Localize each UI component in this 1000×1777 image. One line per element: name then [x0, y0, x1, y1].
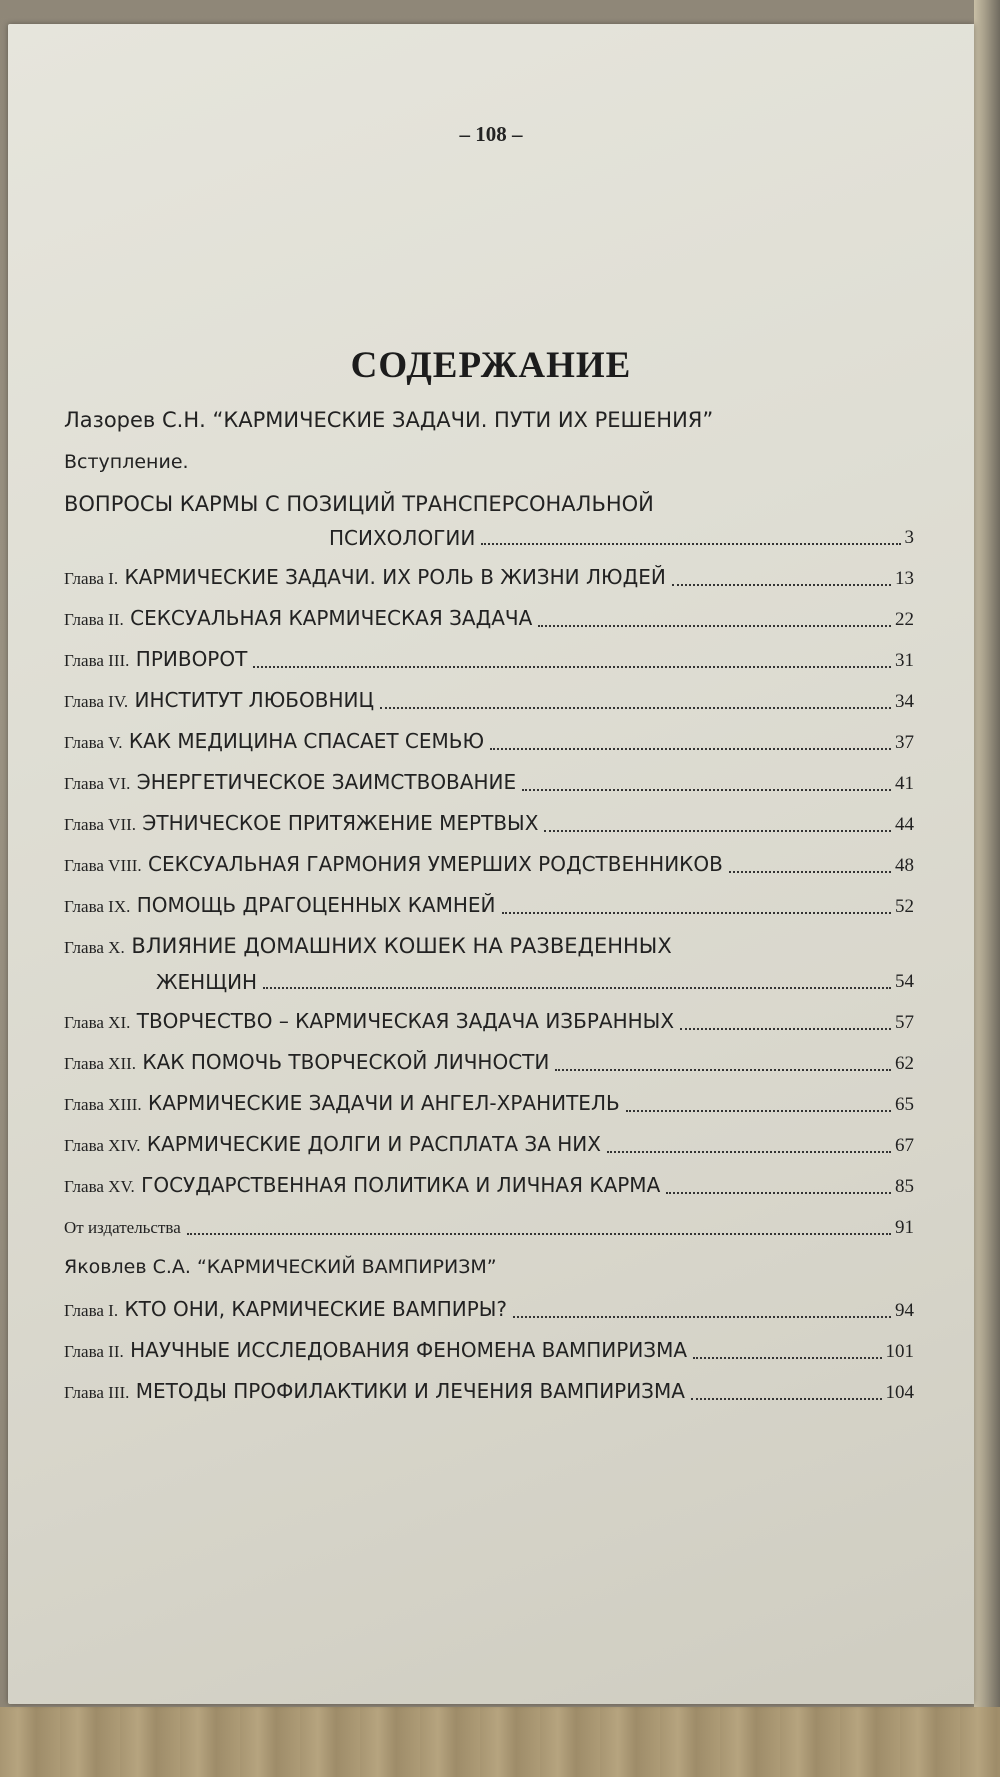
book-page	[8, 24, 974, 1704]
toc-entry-page: 37	[895, 732, 914, 753]
toc-entry	[64, 563, 914, 593]
toc-entry-label	[64, 850, 723, 880]
toc-entry-label	[64, 768, 516, 798]
leader-dots	[187, 1233, 891, 1235]
toc-entry-title: КАК ПОМОЧЬ ТВОРЧЕСКОЙ ЛИЧНОСТИ	[142, 1050, 550, 1074]
leader-dots	[513, 1316, 891, 1318]
toc-entry-page: 65	[895, 1094, 914, 1115]
toc-entry-prefix: Глава IX.	[64, 897, 131, 916]
toc-entry	[64, 1336, 914, 1366]
toc-entry	[64, 604, 914, 634]
toc-entry-title: КАРМИЧЕСКИЕ ДОЛГИ И РАСПЛАТА ЗА НИХ	[146, 1132, 601, 1156]
toc-entry-title: КАК МЕДИЦИНА СПАСАЕТ СЕМЬЮ	[128, 729, 485, 753]
leader-dots	[253, 666, 891, 668]
leader-dots	[680, 1028, 891, 1030]
toc-entry-prefix: Глава III.	[64, 651, 130, 670]
toc-entry-page: 54	[895, 971, 914, 992]
toc-entry-label	[64, 1171, 660, 1201]
toc-entry	[64, 1048, 914, 1078]
toc-entry-page: 44	[895, 814, 914, 835]
toc-entry-prefix: Глава VIII.	[64, 856, 142, 875]
toc-entry-page: 94	[895, 1300, 914, 1321]
toc-entry-prefix: От издательства	[64, 1218, 181, 1237]
toc-entry-label	[64, 1007, 674, 1037]
toc-entry	[64, 727, 914, 757]
toc-entry-prefix: Глава VI.	[64, 774, 131, 793]
toc-entry-page: 48	[895, 855, 914, 876]
toc-entry	[64, 809, 914, 839]
toc-entry-label	[64, 1295, 507, 1325]
toc-entry-prefix: Глава XII.	[64, 1054, 137, 1073]
table-surface	[0, 1707, 1000, 1777]
toc-entry-page: 67	[895, 1135, 914, 1156]
section-title-lazorev: Лазорев С.Н. “КАРМИЧЕСКИЕ ЗАДАЧИ. ПУТИ ИХ РЕШЕНИЯ”	[64, 408, 714, 432]
toc-entry-title: ГОСУДАРСТВЕННАЯ ПОЛИТИКА И ЛИЧНАЯ КАРМА	[141, 1173, 661, 1197]
leader-dots	[380, 707, 891, 709]
toc-entry	[64, 1295, 914, 1325]
leader-dots	[263, 987, 891, 989]
toc-entry-label	[64, 891, 496, 921]
leader-dots	[502, 912, 892, 914]
toc-entry	[64, 1089, 914, 1119]
toc-entry-page: 41	[895, 773, 914, 794]
leader-dots	[481, 543, 900, 545]
toc-entry-title: СЕКСУАЛЬНАЯ ГАРМОНИЯ УМЕРШИХ РОДСТВЕННИКОВ	[148, 852, 723, 876]
toc-entry-page: 34	[895, 691, 914, 712]
toc-entry-title: МЕТОДЫ ПРОФИЛАКТИКИ И ЛЕЧЕНИЯ ВАМПИРИЗМА	[135, 1379, 685, 1403]
toc-entry	[64, 850, 914, 880]
toc-entry-title: НАУЧНЫЕ ИССЛЕДОВАНИЯ ФЕНОМЕНА ВАМПИРИЗМА	[130, 1338, 688, 1362]
leader-dots	[693, 1357, 881, 1359]
toc-entry-title: КАРМИЧЕСКИЕ ЗАДАЧИ И АНГЕЛ-ХРАНИТЕЛЬ	[148, 1091, 620, 1115]
leader-dots	[691, 1398, 882, 1400]
toc-entry-title-line1: ВОПРОСЫ КАРМЫ С ПОЗИЦИЙ ТРАНСПЕРСОНАЛЬНОЙ	[64, 492, 654, 516]
toc-entry-page: 101	[885, 1341, 914, 1362]
toc-entry-prefix: Глава I.	[64, 569, 119, 588]
toc-entry-chapter-x	[64, 932, 914, 996]
toc-entry-page: 57	[895, 1012, 914, 1033]
toc-entry-title-line2: ПСИХОЛОГИИ	[329, 526, 476, 550]
toc-entry	[64, 768, 914, 798]
book-spine	[974, 0, 1000, 1710]
toc-entry-title: ИНСТИТУТ ЛЮБОВНИЦ	[134, 688, 375, 712]
toc-entry	[64, 1130, 914, 1160]
leader-dots	[626, 1110, 891, 1112]
toc-entry-prefix: Глава II.	[64, 610, 124, 629]
toc-entry-label	[64, 1089, 620, 1119]
toc-entry-title: ЭНЕРГЕТИЧЕСКОЕ ЗАИМСТВОВАНИЕ	[136, 770, 517, 794]
toc-entry	[64, 891, 914, 921]
toc-entry-title: КАРМИЧЕСКИЕ ЗАДАЧИ. ИХ РОЛЬ В ЖИЗНИ ЛЮДЕЙ	[124, 565, 666, 589]
toc-entry-title: ПРИВОРОТ	[135, 647, 248, 671]
leader-dots	[544, 830, 891, 832]
toc-entry-page: 85	[895, 1176, 914, 1197]
toc-entry-label	[64, 686, 374, 716]
leader-dots	[555, 1069, 891, 1071]
toc-entry-page: 62	[895, 1053, 914, 1074]
leader-dots	[607, 1151, 891, 1153]
toc-entry-title-line1: ВЛИЯНИЕ ДОМАШНИХ КОШЕК НА РАЗВЕДЕННЫХ	[131, 934, 672, 958]
toc-entry-prefix: Глава XV.	[64, 1177, 135, 1196]
toc-entry-label	[64, 809, 538, 839]
toc-entry-title: ТВОРЧЕСТВО – КАРМИЧЕСКАЯ ЗАДАЧА ИЗБРАННЫХ	[136, 1009, 675, 1033]
toc-entry-prefix: Глава II.	[64, 1342, 124, 1361]
toc-entry-page: 31	[895, 650, 914, 671]
toc-entry-prefix: Глава XIII.	[64, 1095, 142, 1114]
intro-label: Вступление.	[64, 451, 189, 473]
toc-entry-label	[64, 604, 532, 634]
toc-entry-prefix: Глава XIV.	[64, 1136, 141, 1155]
toc-entry	[64, 1377, 914, 1407]
toc-entry-prefix: Глава X.	[64, 938, 125, 957]
toc-entry-prefix: Глава I.	[64, 1301, 119, 1320]
leader-dots	[538, 625, 891, 627]
section-title-yakovlev: Яковлев С.А. “КАРМИЧЕСКИЙ ВАМПИРИЗМ”	[64, 1256, 497, 1278]
toc-entry-title: ПОМОЩЬ ДРАГОЦЕННЫХ КАМНЕЙ	[136, 893, 496, 917]
toc-entry-label	[64, 1336, 687, 1366]
toc-entry	[64, 686, 914, 716]
toc-entry-title-line2: ЖЕНЩИН	[156, 970, 258, 994]
page-title: СОДЕРЖАНИЕ	[350, 345, 632, 386]
toc-entry-page: 22	[895, 609, 914, 630]
toc-entry	[64, 1007, 914, 1037]
toc-entry-label	[64, 1048, 549, 1078]
leader-dots	[672, 584, 891, 586]
toc-entry-label	[64, 1212, 181, 1242]
toc-entry-prefix: Глава III.	[64, 1383, 130, 1402]
leader-dots	[666, 1192, 891, 1194]
leader-dots	[729, 871, 891, 873]
toc-entry-title: КТО ОНИ, КАРМИЧЕСКИЕ ВАМПИРЫ?	[124, 1297, 508, 1321]
page-number: – 108 –	[459, 122, 523, 146]
toc-entry-page: 3	[904, 527, 914, 548]
toc-entry-page: 91	[895, 1217, 914, 1238]
toc-entry-prefix: Глава IV.	[64, 692, 129, 711]
toc-entry	[64, 645, 914, 675]
toc-entry-label	[64, 1130, 601, 1160]
toc-entry-label	[64, 1377, 685, 1407]
toc-entry-intro	[64, 490, 914, 552]
toc-entry-label	[64, 563, 666, 593]
toc-entry-label	[64, 727, 484, 757]
table-of-contents	[64, 406, 914, 1418]
toc-entry-title: ЭТНИЧЕСКОЕ ПРИТЯЖЕНИЕ МЕРТВЫХ	[142, 811, 539, 835]
toc-entry-prefix: Глава XI.	[64, 1013, 131, 1032]
toc-entry-prefix: Глава VII.	[64, 815, 137, 834]
toc-entry-label	[64, 645, 247, 675]
toc-entry-prefix: Глава V.	[64, 733, 123, 752]
leader-dots	[490, 748, 891, 750]
toc-entry	[64, 1212, 914, 1242]
toc-entry-page: 13	[895, 568, 914, 589]
toc-entry	[64, 1171, 914, 1201]
toc-entry-page: 52	[895, 896, 914, 917]
leader-dots	[522, 789, 891, 791]
toc-entry-page: 104	[885, 1382, 914, 1403]
toc-entry-title: СЕКСУАЛЬНАЯ КАРМИЧЕСКАЯ ЗАДАЧА	[130, 606, 533, 630]
